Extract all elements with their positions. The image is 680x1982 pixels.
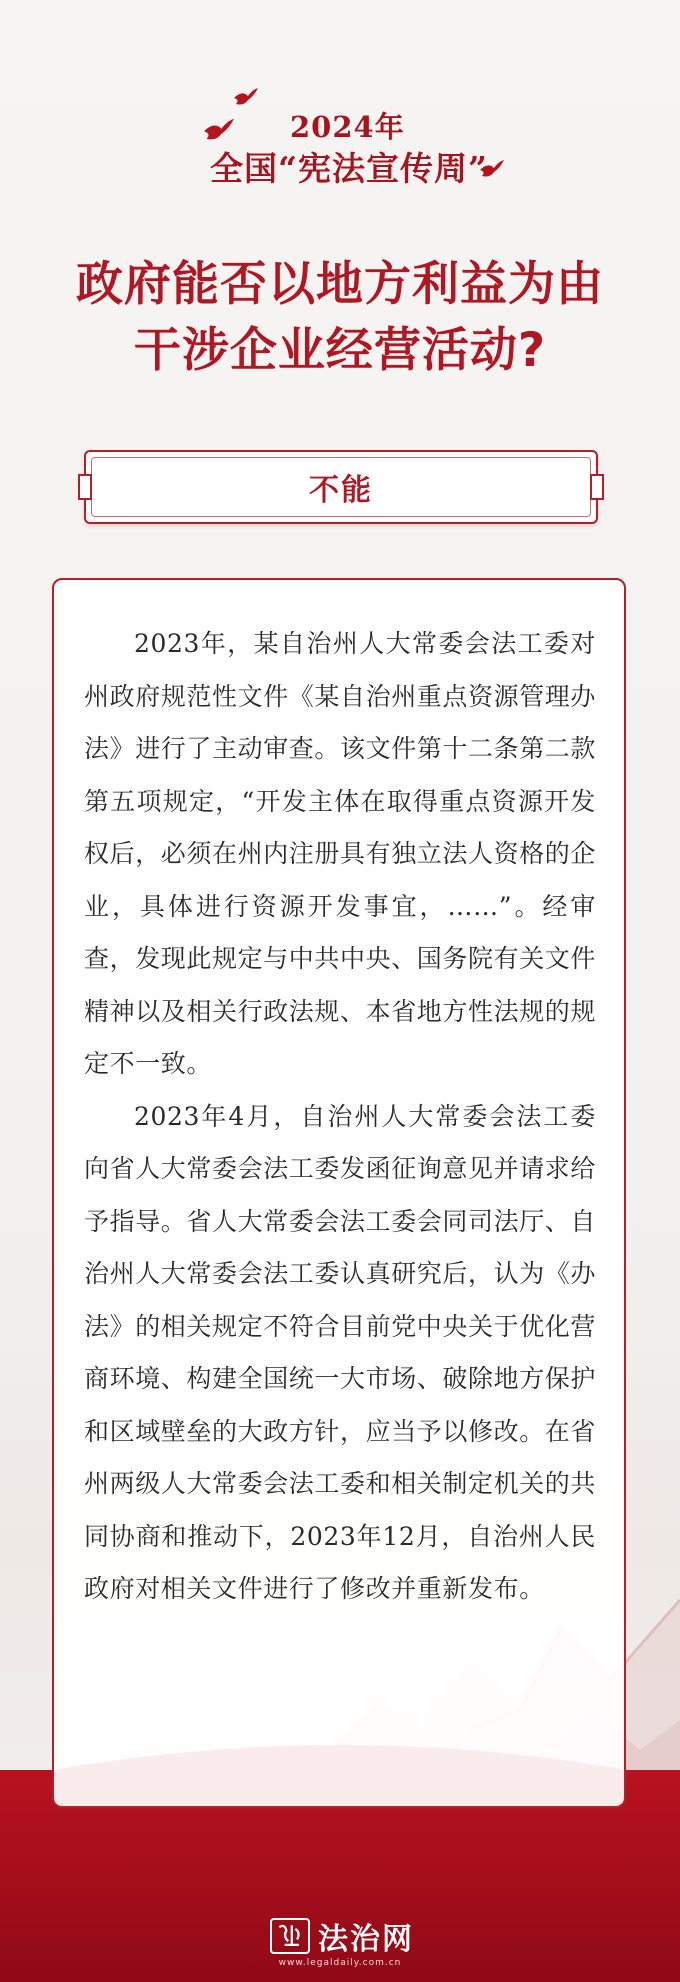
campaign-title: 全国“宪法宣传周”: [210, 149, 488, 188]
answer-label: 不能: [309, 473, 373, 508]
paragraph-1: 2023年，某自治州人大常委会法工委对州政府规范性文件《某自治州重点资源管理办法》进行了主动审查。该文件第十二条第二款第五项规定，“开发主体在取得重点资源开发权后，必须在州内注册具有独立法人资格的企业，具体进行资源开发事宜，……”。经审查，发现此规定与中共中央、国务院有关文件精神以及相关行政法规、本省地方性法规的规定不一致。: [84, 629, 597, 1078]
campaign-year: 2024年: [290, 110, 405, 144]
logo-url: www.legaldaily.com.cn: [278, 1958, 402, 1968]
dove-icon: [204, 118, 234, 142]
title-line-2: 干涉企业经营活动?: [133, 323, 547, 378]
paragraph-2: 2023年4月，自治州人大常委会法工委向省人大常委会法工委发函征询意见并请求给予指导。省人大常委会法工委会同司法厅、自治州人大常委会法工委认真研究后，认为《办法》的相关规定不符合目前党中央关于优化营商环境、构建全国统一大市场、破除地方保护和区域壁垒的大政方针，应当予以修改。在省州两级人大常委会法工委和相关制定机关的共同协商和推动下，2023年12月，自治州人民政府对相关文件进行了修改并重新发布。: [84, 1101, 597, 1603]
content-card: [52, 578, 626, 1808]
seal-icon: [270, 1918, 310, 1954]
dove-icon: [234, 88, 258, 106]
article-body: [84, 618, 596, 1616]
campaign-badge: [190, 80, 510, 200]
site-logo: [260, 1910, 420, 1970]
title-line-1: 政府能否以地方利益为由: [76, 257, 604, 312]
page-title: [20, 252, 660, 384]
logo-name: 法治网: [318, 1922, 414, 1957]
answer-box: [84, 450, 598, 524]
